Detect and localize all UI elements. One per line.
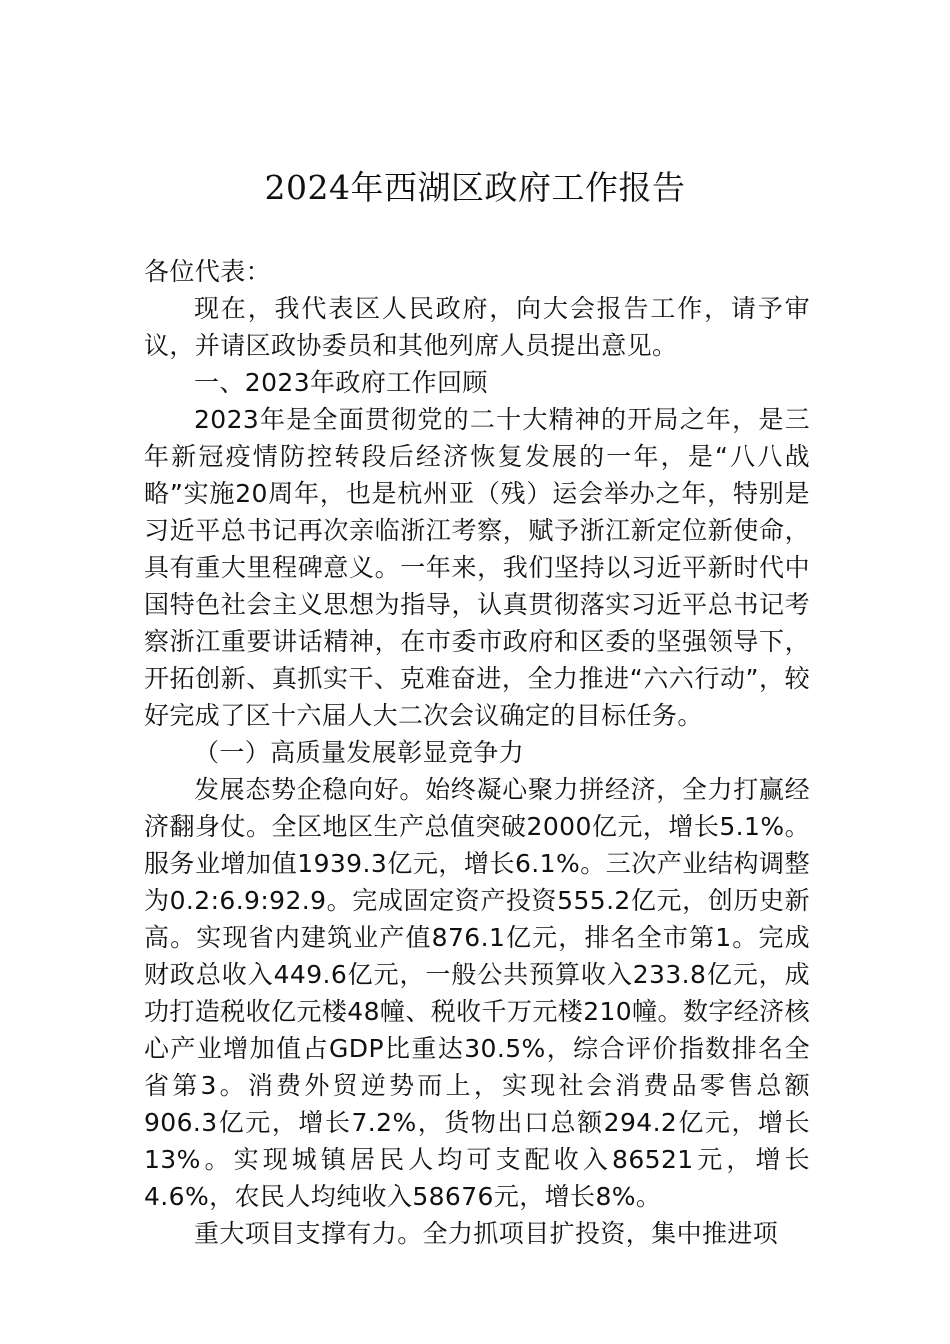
document-body	[144, 253, 810, 1252]
section-heading-review: 一、2023年政府工作回顾	[194, 368, 488, 397]
paragraph-overview: 2023年是全面贯彻党的二十大精神的开局之年，是三年新冠疫情防控转段后经济恢复发展的一年，是“八八战略”实施20周年，也是杭州亚（残）运会举办之年，特别是习近平总书记再次亲临浙江考察，赋予浙江新定位新使命，具有重大里程碑意义。一年来，我们坚持以习近平新时代中国特色社会主义思想为指导，认真贯彻落实习近平总书记考察浙江重要讲话精神，在市委市政府和区委的坚强领导下，开拓创新、真抓实干、克难奋进，全力推进“六六行动”，较好完成了区十六届人大二次会议确定的目标任务。	[144, 405, 810, 730]
paragraph-development-trend: 发展态势企稳向好。始终凝心聚力拼经济，全力打赢经济翻身仗。全区地区生产总值突破2000亿元，增长5.1%。服务业增加值1939.3亿元，增长6.1%。三次产业结构调整为0.2:6.9:92.9。完成固定资产投资555.2亿元，创历史新高。实现省内建筑业产值876.1亿元，排名全市第1。完成财政总收入449.6亿元，一般公共预算收入233.8亿元，成功打造税收亿元楼48幢、税收千万元楼210幢。数字经济核心产业增加值占GDP比重达30.5%，综合评价指数排名全省第3。消费外贸逆势而上，实现社会消费品零售总额906.3亿元，增长7.2%，货物出口总额294.2亿元，增长13%。实现城镇居民人均可支配收入86521元，增长4.6%，农民人均纯收入58676元，增长8%。	[144, 775, 810, 1211]
paragraph-intro: 现在，我代表区人民政府，向大会报告工作，请予审议，并请区政协委员和其他列席人员提出意见。	[144, 294, 810, 360]
document-title: 2024年西湖区政府工作报告	[264, 168, 686, 207]
paragraph-major-projects: 重大项目支撑有力。全力抓项目扩投资，集中推进项	[194, 1219, 779, 1248]
salutation: 各位代表：	[144, 257, 272, 286]
subsection-heading-quality-development: （一）高质量发展彰显竞争力	[194, 738, 525, 767]
